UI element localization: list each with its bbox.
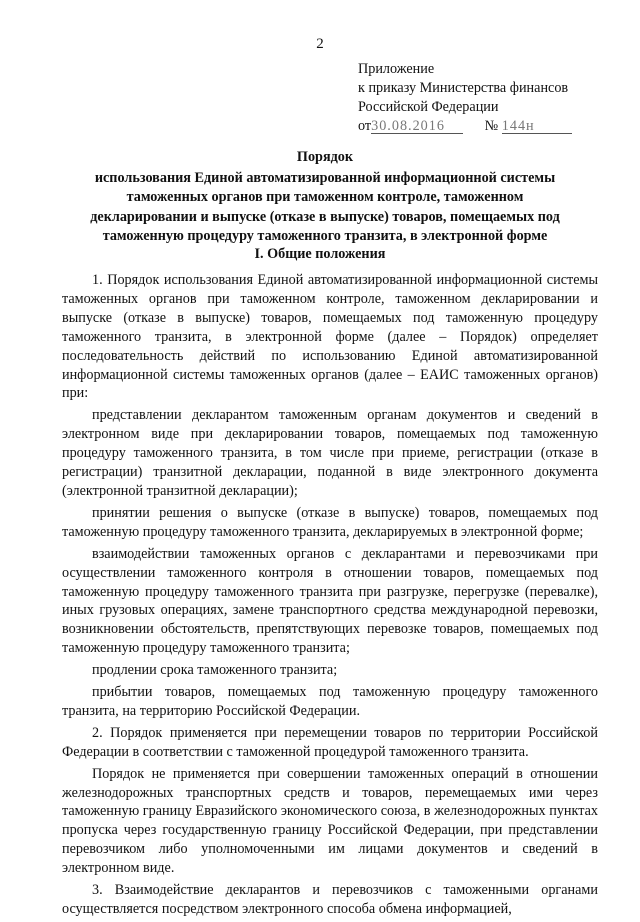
paragraph: представлении декларантом таможенным органам документов и сведений в электронном виде при декларировании товаров, помещаемых под таможенную процедуру таможенного транзита, в том числе при приеме, регистрации (отказе в регистрации) транзитной декларации, поданной в виде электронного документа (электронной транзитной декларации);: [62, 407, 598, 499]
date-prefix: от: [358, 118, 372, 134]
document-title: [40, 148, 610, 247]
paragraph: прибытии товаров, помещаемых под таможенную процедуру таможенного транзита, на территорию Российской Федерации.: [62, 684, 598, 719]
appendix-line-2: к приказу Министерства финансов: [358, 80, 569, 96]
page-number: 2: [316, 36, 324, 52]
title-line-4: декларировании и выпуске (отказе в выпуске) товаров, помещаемых под: [90, 208, 560, 225]
appendix-line-1: Приложение: [358, 61, 435, 77]
appendix-line-3: Российской Федерации: [358, 99, 499, 115]
title-line-1: Порядок: [296, 149, 354, 165]
document-body: [62, 271, 598, 922]
appendix-date-line: [358, 117, 572, 136]
paragraph: 3. Взаимодействие декларантов и перевозчиков с таможенными органами осуществляется посредством электронного способа обмена информацией,: [62, 882, 598, 917]
number-value: 144н: [502, 120, 572, 134]
paragraph: Порядок не применяется при совершении таможенных операций в отношении железнодорожных транспортных средств и товаров, перемещаемых ими через таможенную границу Евразийского экономического союза, в железнодорожных пунктах пропуска через государственную границу Российской Федерации, при представлении перевозчиком либо уполномоченными им лицами документов и сведений в электронном виде.: [62, 765, 598, 877]
paragraph: 2. Порядок применяется при перемещении товаров по территории Российской Федерации в соответствии с таможенной процедурой таможенного транзита.: [62, 724, 598, 760]
date-value: 30.08.2016: [371, 120, 463, 134]
number-prefix: №: [484, 118, 499, 134]
paragraph: принятии решения о выпуске (отказе в выпуске) товаров, помещаемых под таможенную процедуру таможенного транзита, декларируемых в электронной форме;: [62, 504, 598, 540]
appendix-block: [358, 60, 572, 136]
title-line-2: использования Единой автоматизированной информационной системы: [94, 169, 556, 186]
section-heading: I. Общие положения: [254, 246, 386, 262]
title-line-5: таможенную процедуру таможенного транзита, в электронной форме: [102, 228, 548, 244]
paragraph: взаимодействии таможенных органов с декларантами и перевозчиками при осуществлении таможенного контроля в отношении товаров, помещаемых под таможенную процедуру таможенного транзита при разгрузке, перегрузке (перевалке), иных грузовых операциях, замене транспортного средства международной перевозки, возникновении обстоятельств, препятствующих перевозке товаров, помещаемых под таможенную процедуру таможенного транзита;: [62, 545, 598, 657]
title-line-3: таможенных органов при таможенном контроле, таможенном: [126, 189, 524, 205]
paragraph: продлении срока таможенного транзита;: [92, 662, 338, 679]
paragraph: 1. Порядок использования Единой автоматизированной информационной системы таможенных органов при таможенном контроле, таможенном декларировании и выпуске (отказе в выпуске) товаров, помещаемых под таможенную процедуру таможенного транзита, в электронной форме (далее – Порядок) определяет последовательность действий по использованию Единой автоматизированной информационной системы таможенных органов (далее – ЕАИС таможенных органов) при:: [62, 272, 598, 402]
